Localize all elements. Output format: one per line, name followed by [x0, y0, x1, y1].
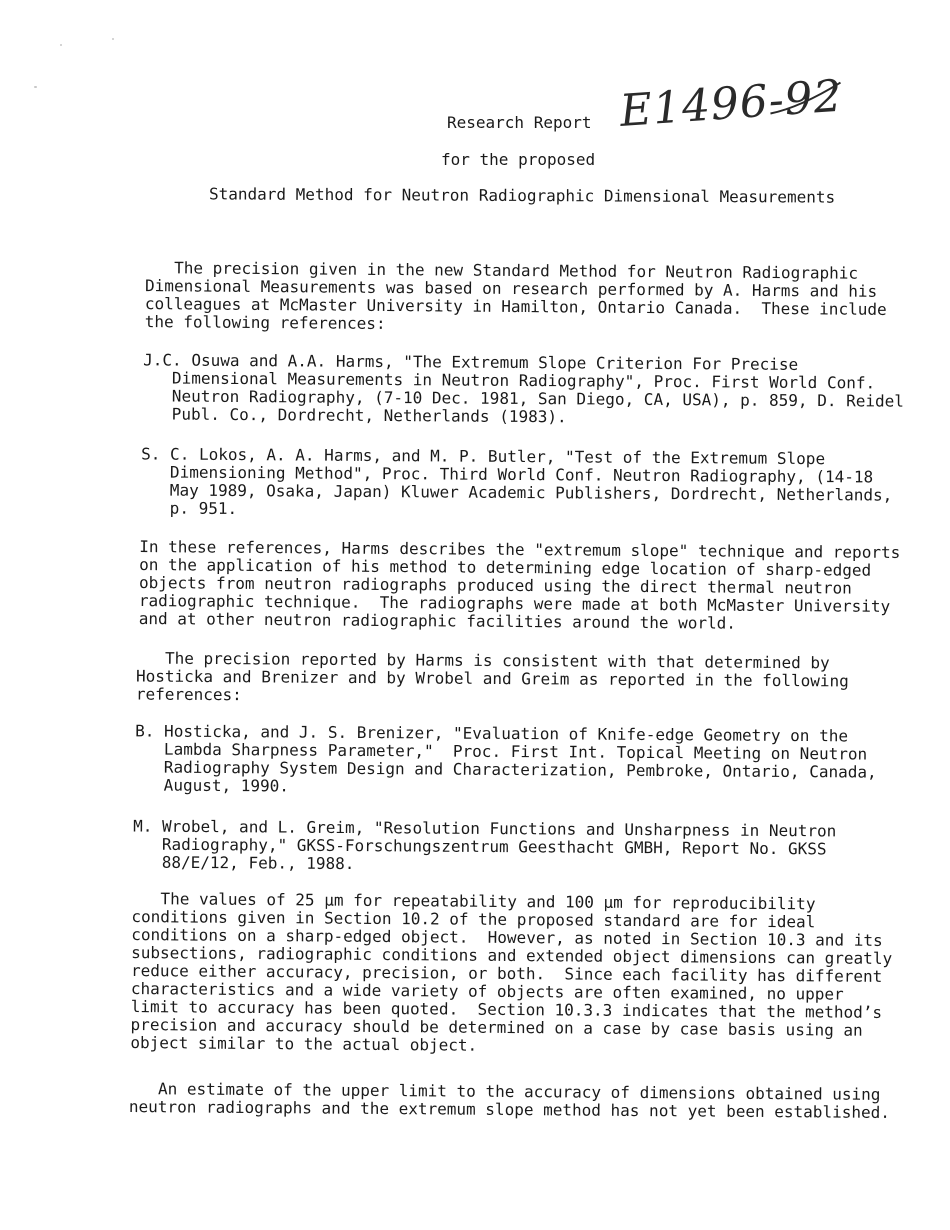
extremum-slope-paragraph: In these references, Harms describes the "extremum slope" technique and reports on the application of his method to determining edge location of sharp-edged objects from neutron radiographs produced using the direct thermal neutron radiographic technique. The radiographs were made at both McMaster University and at other neutron radiographic facilities around the world. — [138, 537, 901, 633]
repeatability-paragraph: The values of 25 μm for repeatability and 100 μm for reproducibility conditions given in Section 10.2 of the proposed standard are for ideal conditions on a sharp-edged object. However, as noted in Section 10.3 and its subsections, radiographic conditions and extended object dimensions can greatly reduce either accuracy, precision, or both. Since each facility has different characteristics and a wide variety of objects are often examined, no upper limit to accuracy has been quoted. Section 10.3.3 indicates that the method’s precision and accuracy should be determined on a case by case basis using an object similar to the actual object. — [130, 889, 893, 1055]
handwritten-designation-text: E1496-92 — [618, 70, 845, 137]
scan-speck — [34, 86, 37, 88]
reference-osuwa-harms: J.C. Osuwa and A.A. Harms, "The Extremum Slope Criterion For Precise Dimensional Measurements in Neutron Radiography", Proc. First World Conf. Neutron Radiography, (7-10 Dec. 1981, San Diego, CA, USA), p. 859, D. Reidel Publ. Co., Dordrecht, Netherlands (1983). — [142, 350, 904, 427]
reference-lokos-harms-butler: S. C. Lokos, A. A. Harms, and M. P. Butler, "Test of the Extremum Slope Dimensioning Method", Proc. Third World Conf. Neutron Radiography, (14-18 May 1989, Osaka, Japan) Kluwer Academic Publishers, Dordrecht, Netherlands, p. 951. — [140, 444, 893, 519]
report-title: Research Report — [447, 113, 592, 132]
reference-wrobel-greim: M. Wrobel, and L. Greim, "Resolution Functions and Unsharpness in Neutron Radiography," GKSS-Forschungszentrum Geesthacht GMBH, Report No. GKSS 88/E/12, Feb., 1988. — [132, 816, 837, 874]
upper-limit-paragraph: An estimate of the upper limit to the accuracy of dimensions obtained using neutron radiographs and the extremum slope method has not yet been established. — [128, 1079, 890, 1122]
precision-consistency-paragraph: The precision reported by Harms is consistent with that determined by Hosticka and Brenizer and by Wrobel and Greim as reported in the following references: — [135, 648, 849, 705]
scan-speck — [112, 38, 114, 40]
scan-speck — [60, 44, 62, 46]
handwriting-underline-stroke — [618, 70, 852, 146]
reference-hosticka-brenizer: B. Hosticka, and J. S. Brenizer, "Evaluation of Knife-edge Geometry on the Lambda Sharpness Parameter," Proc. First Int. Topical Meeting on Neutron Radiography System Design and Characterization, Pembroke, Ontario, Canada, August, 1990. — [134, 721, 877, 796]
report-subtitle: for the proposed — [441, 150, 596, 169]
handwritten-designation — [618, 70, 852, 146]
standard-title: Standard Method for Neutron Radiographic Dimensional Measurements — [208, 184, 836, 207]
intro-paragraph: The precision given in the new Standard Method for Neutron Radiographic Dimensional Measurements was based on research performed by A. Harms and his colleagues at McMaster University in Hamilton, Ontario Canada. These include the following references: — [144, 258, 887, 333]
